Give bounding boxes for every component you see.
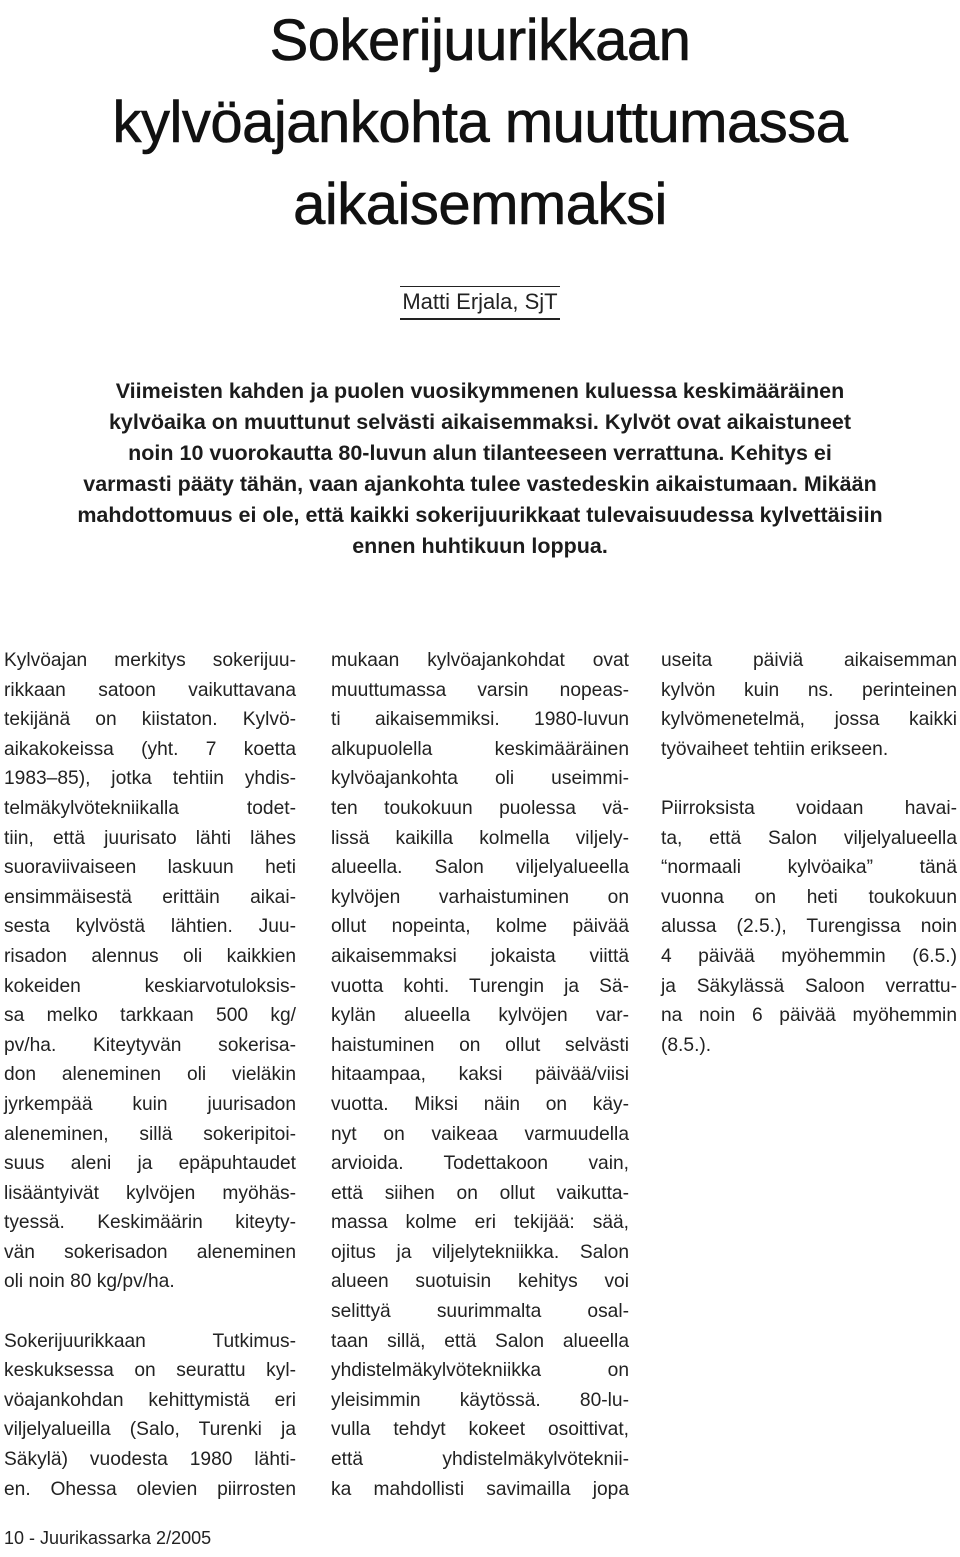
body-column-1 bbox=[4, 646, 296, 1504]
body-text-line: keskuksessa on seurattu kyl- bbox=[4, 1360, 296, 1382]
body-text-line: taan sillä, että Salon alueella bbox=[331, 1330, 629, 1352]
body-text-line: vulla tehdyt kokeet osoittivat, bbox=[331, 1419, 629, 1441]
body-text-line: ojitus ja viljelytekniikka. Salon bbox=[331, 1241, 629, 1263]
page-footer: 10 - Juurikassarka 2/2005 bbox=[4, 1528, 212, 1548]
title-line-2: kylvöajankohta muuttumassa bbox=[112, 90, 848, 155]
body-text-line: Sokerijuurikkaan Tutkimus- bbox=[4, 1330, 296, 1352]
body-text-line: alkupuolella keskimääräinen bbox=[331, 738, 629, 760]
lead-line: kylvöaika on muuttunut selvästi aikaisemmaksi. Kylvöt ovat aikaistuneet bbox=[108, 410, 852, 434]
article-title bbox=[0, 0, 960, 246]
title-line-3: aikaisemmaksi bbox=[293, 172, 667, 237]
body-text-line: alueella. Salon viljelyalueella bbox=[331, 857, 629, 879]
body-text-line: (8.5.). bbox=[661, 1034, 712, 1056]
body-text-line: en. Ohessa olevien piirrosten bbox=[4, 1478, 296, 1500]
body-text-line: suus aleni ja epäpuhtaudet bbox=[4, 1153, 296, 1175]
body-text-line: aleneminen, sillä sokeripitoi- bbox=[4, 1123, 296, 1145]
title-line-1: Sokerijuurikkaan bbox=[269, 8, 691, 73]
lead-line: mahdottomuus ei ole, että kaikki sokerijuurikkaat tulevaisuudessa kylvettäisiin bbox=[77, 503, 883, 527]
body-text-line: vuotta kohti. Turengin ja Sä- bbox=[331, 975, 629, 997]
lead-line: Viimeisten kahden ja puolen vuosikymmenen kuluessa keskimääräinen bbox=[115, 379, 845, 403]
body-text-line: työvaiheet tehtiin erikseen. bbox=[661, 738, 889, 760]
body-text-line: kokeiden keskiarvotuloksis- bbox=[4, 975, 296, 997]
body-text-line: lissä kaikilla kolmella viljely- bbox=[331, 827, 629, 849]
body-text-line: arvioida. Todettakoon vain, bbox=[331, 1153, 629, 1175]
body-text-line: ta, että Salon viljelyalueella bbox=[661, 827, 957, 849]
body-text-line: kylvöajankohta oli useimmi- bbox=[331, 768, 629, 790]
lead-paragraph bbox=[0, 376, 960, 562]
body-column-2 bbox=[331, 646, 629, 1504]
body-text-line: suoraviivaiseen laskuun heti bbox=[4, 857, 296, 879]
body-text-line: telmäkylvötekniikalla todet- bbox=[4, 797, 296, 819]
body-text-line: muuttumassa varsin nopeas- bbox=[331, 679, 629, 701]
body-text-line: vuotta. Miksi näin on käy- bbox=[331, 1093, 629, 1115]
body-text-line: useita päiviä aikaisemman bbox=[661, 650, 957, 671]
body-text-line: että yhdistelmäkylvöteknii- bbox=[331, 1449, 629, 1471]
body-text-line: sesta kylvöstä lähtien. Juu- bbox=[4, 916, 296, 938]
body-text-line: Säkylä) vuodesta 1980 lähti- bbox=[4, 1449, 296, 1471]
body-text-line: massa kolme eri tekijää: sää, bbox=[331, 1212, 629, 1234]
lead-line: varmasti pääty tähän, vaan ajankohta tulee vastedeskin aikaistumaan. Mikään bbox=[83, 472, 877, 496]
body-text-line: kylän alueella kylvöjen var- bbox=[331, 1005, 629, 1027]
body-text-line: kylvön kuin ns. perinteinen bbox=[661, 679, 957, 701]
body-text-line: don aleneminen oli vieläkin bbox=[4, 1064, 296, 1086]
body-column-3 bbox=[661, 646, 957, 1060]
body-text-line: “normaali kylvöaika” tänä bbox=[661, 857, 957, 879]
body-text-line: alussa (2.5.), Turengissa noin bbox=[661, 916, 957, 938]
body-text-line: sa melko tarkkaan 500 kg/ bbox=[4, 1005, 296, 1027]
body-text-line: ja Säkylässä Saloon verrattu- bbox=[661, 975, 957, 997]
body-text-line: tiin, että juurisato lähti lähes bbox=[4, 827, 296, 849]
body-text-line: hitaampaa, kaksi päivää/viisi bbox=[331, 1064, 629, 1086]
body-text-line: ten toukokuun puolessa vä- bbox=[331, 797, 629, 819]
body-text-line: ti aikaisemmiksi. 1980-luvun bbox=[331, 709, 629, 731]
body-text-line: haistuminen on ollut selvästi bbox=[331, 1034, 629, 1056]
body-text-line: na noin 6 päivää myöhemmin bbox=[661, 1005, 957, 1027]
author-byline bbox=[0, 286, 960, 320]
body-text-line: mukaan kylvöajankohdat ovat bbox=[331, 650, 629, 671]
lead-line: ennen huhtikuun loppua. bbox=[352, 534, 608, 558]
body-text-line: 1983–85), jotka tehtiin yhdis- bbox=[4, 768, 296, 790]
body-text-line: aikakokeissa (yht. 7 koetta bbox=[4, 738, 296, 760]
body-text-line: kylvöjen varhaistuminen on bbox=[331, 886, 629, 908]
paragraph-gap bbox=[661, 764, 957, 794]
body-text-line: aikaisemmaksi jokaista viittä bbox=[331, 945, 629, 967]
body-text-line: pv/ha. Kiteytyvän sokerisa- bbox=[4, 1034, 296, 1056]
lead-line: noin 10 vuorokautta 80-luvun alun tilanteeseen verrattuna. Kehitys ei bbox=[128, 441, 832, 465]
body-text-line: Kylvöajan merkitys sokerijuu- bbox=[4, 650, 296, 671]
body-text-line: tekijänä on kiistaton. Kylvö- bbox=[4, 709, 296, 731]
body-text-line: että siihen on ollut vaikutta- bbox=[331, 1182, 629, 1204]
body-text-line: yleisimmin käytössä. 80-lu- bbox=[331, 1389, 629, 1411]
body-text-line: vän sokerisadon aleneminen bbox=[4, 1241, 296, 1263]
body-text-line: Piirroksista voidaan havai- bbox=[661, 797, 957, 819]
body-text-line: jyrkempää kuin juurisadon bbox=[4, 1093, 296, 1115]
body-text-line: rikkaan satoon vaikuttavana bbox=[4, 679, 296, 701]
body-text-line: selittyä suurimmalta osal- bbox=[331, 1301, 629, 1323]
body-text-line: alueen suotuisin kehitys voi bbox=[331, 1271, 629, 1293]
body-text-line: nyt on vaikeaa varmuudella bbox=[331, 1123, 629, 1145]
body-text-line: kylvömenetelmä, jossa kaikki bbox=[661, 709, 957, 731]
body-text-line: risadon alennus oli kaikkien bbox=[4, 945, 296, 967]
author-name: Matti Erjala, SjT bbox=[400, 286, 559, 320]
body-text-line: ka mahdollisti savimailla jopa bbox=[331, 1478, 629, 1500]
body-text-line: tyessä. Keskimäärin kiteyty- bbox=[4, 1212, 296, 1234]
body-text-line: vöajankohdan kehittymistä eri bbox=[4, 1389, 296, 1411]
body-text-line: lisääntyivät kylvöjen myöhäs- bbox=[4, 1182, 296, 1204]
body-text-line: yhdistelmäkylvötekniikka on bbox=[331, 1360, 629, 1382]
paragraph-gap bbox=[4, 1297, 296, 1327]
body-text-line: oli noin 80 kg/pv/ha. bbox=[4, 1271, 175, 1293]
body-text-line: vuonna on heti toukokuun bbox=[661, 886, 957, 908]
body-text-line: ollut nopeinta, kolme päivää bbox=[331, 916, 629, 938]
body-text-line: viljelyalueilla (Salo, Turenki ja bbox=[4, 1419, 296, 1441]
body-text-line: 4 päivää myöhemmin (6.5.) bbox=[661, 945, 957, 967]
body-text-line: ensimmäisestä erittäin aikai- bbox=[4, 886, 296, 908]
